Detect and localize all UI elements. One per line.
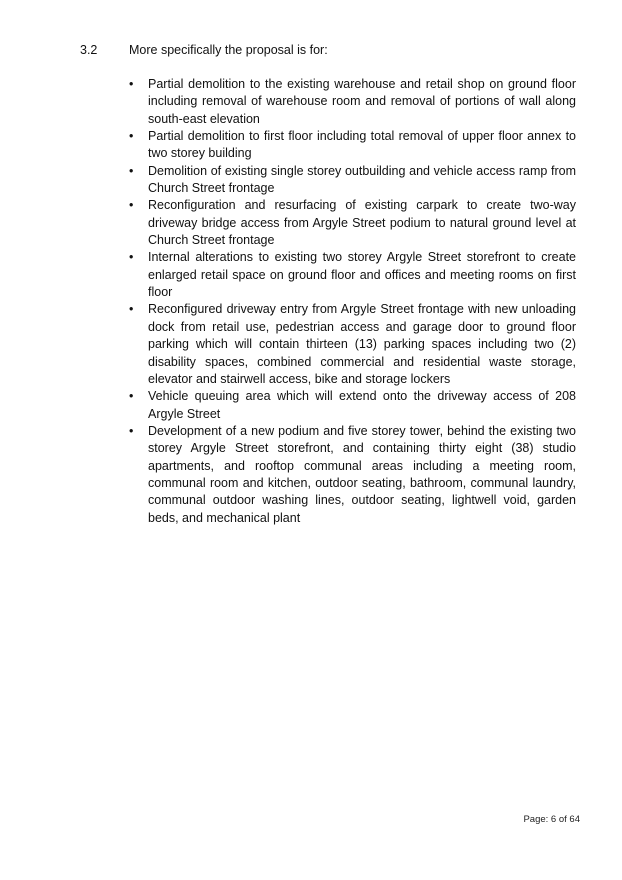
bullet-item: [128, 249, 576, 301]
bullet-text: Reconfiguration and resurfacing of existing carpark to create two-way driveway bridge access from Argyle Street podium to natural ground level at Church Street frontage: [148, 198, 576, 248]
section-number: 3.2: [80, 43, 98, 57]
bullet-text: Reconfigured driveway entry from Argyle Street frontage with new unloading dock from retail use, pedestrian access and garage door to ground floor parking which will contain thirteen (13) parking spaces including two (2) disability spaces, combined commercial and residential waste storage, elevator and stairwell access, bike and storage lockers: [148, 302, 576, 386]
bullet-icon: •: [129, 389, 134, 404]
bullet-icon: •: [129, 129, 134, 144]
page-number-footer: Page: 6 of 64: [523, 814, 580, 825]
bullet-text: Development of a new podium and five storey tower, behind the existing two storey Argyle Street storefront, and containing thirty eight (38) studio apartments, and rooftop communal areas including a meeting room, communal room and kitchen, outdoor seating, bathroom, communal laundry, communal outdoor washing lines, outdoor seating, lightwell void, garden beds, and mechanical plant: [148, 423, 576, 525]
bullet-icon: •: [129, 423, 134, 438]
bullet-icon: •: [129, 163, 134, 178]
bullet-item: [128, 128, 576, 163]
bullet-text: Partial demolition to the existing warehouse and retail shop on ground floor including removal of warehouse room and removal of portions of wall along south-east elevation: [148, 77, 576, 126]
bullet-icon: •: [129, 77, 134, 91]
bullet-icon: •: [129, 198, 134, 213]
bullet-item: [128, 76, 576, 128]
section-intro: More specifically the proposal is for:: [129, 43, 328, 57]
bullet-icon: •: [129, 302, 134, 317]
bullet-text: Partial demolition to first floor including total removal of upper floor annex to two storey building: [148, 129, 576, 161]
proposal-bullet-list: [128, 76, 576, 527]
bullet-text: Vehicle queuing area which will extend onto the driveway access of 208 Argyle Street: [148, 389, 576, 421]
bullet-item: [128, 163, 576, 198]
bullet-item: [128, 423, 576, 527]
bullet-item: [128, 301, 576, 388]
bullet-icon: •: [129, 250, 134, 265]
bullet-text: Internal alterations to existing two storey Argyle Street storefront to create enlarged retail space on ground floor and offices and meeting rooms on first floor: [148, 250, 576, 300]
bullet-text: Demolition of existing single storey outbuilding and vehicle access ramp from Church Street frontage: [148, 163, 576, 196]
bullet-item: [128, 197, 576, 249]
bullet-item: [128, 388, 576, 423]
